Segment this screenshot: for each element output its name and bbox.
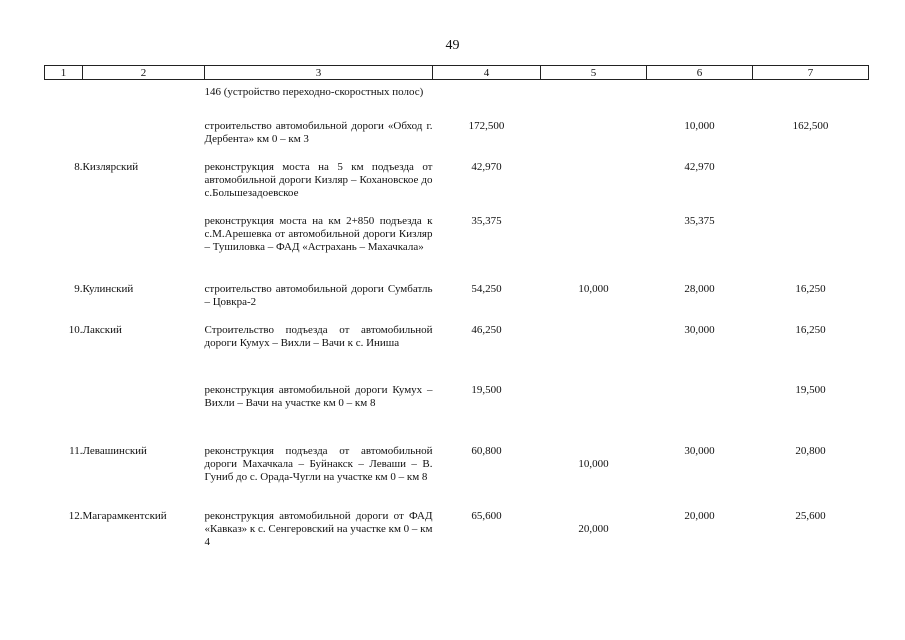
value-col-4: 35,375 <box>471 214 502 227</box>
project-description: реконструкция автомобильной дороги от ФАД «Кавказ» к с. Сенгеровский на участке км 0 – км 4 <box>204 509 433 548</box>
page-number: 49 <box>445 38 460 53</box>
column-header-5: 5 <box>541 66 647 80</box>
value-col-6: 30,000 <box>684 444 715 457</box>
project-description: реконструкция автомобильной дороги Кумух – Вихли – Вачи на участке км 0 – км 8 <box>204 383 433 409</box>
project-description: 146 (устройство переходно-скоростных полос) <box>204 86 424 98</box>
column-header-6: 6 <box>647 66 753 80</box>
row-number: 9. <box>74 282 83 295</box>
row-number: 12. <box>68 509 83 522</box>
table-row <box>45 283 869 324</box>
row-number: 8. <box>74 160 83 173</box>
value-col-5 <box>541 384 647 445</box>
district-name: Магарамкентский <box>82 509 167 522</box>
project-description: строительство автомобильной дороги «Обход г. Дербента» км 0 – км 3 <box>204 119 433 145</box>
value-col-6: 20,000 <box>684 509 715 522</box>
table-row <box>45 120 869 161</box>
district-name <box>83 215 205 283</box>
value-col-6 <box>647 80 753 120</box>
value-col-4: 54,250 <box>471 282 502 295</box>
district-name: Левашинский <box>82 444 147 457</box>
row-number <box>45 215 83 283</box>
column-header-2: 2 <box>83 66 205 80</box>
column-header-4: 4 <box>433 66 541 80</box>
value-col-5 <box>541 161 647 215</box>
value-col-7: 16,250 <box>795 323 826 336</box>
column-header-7: 7 <box>753 66 869 80</box>
budget-table <box>44 65 869 558</box>
value-col-4: 60,800 <box>471 444 502 457</box>
value-col-6: 30,000 <box>684 323 715 336</box>
value-col-6: 42,970 <box>684 160 715 173</box>
project-description: реконструкция подъезда от автомобильной дороги Махачкала – Буйнакск – Леваши – В. Гуниб до с. Орада-Чугли на участке км 0 – км 8 <box>204 444 433 483</box>
value-col-4: 65,600 <box>471 509 502 522</box>
project-description: Строительство подъезда от автомобильной дороги Кумух – Вихли – Вачи к с. Иниша <box>204 323 433 349</box>
value-col-5: 10,000 <box>578 282 609 295</box>
table-row <box>45 161 869 215</box>
value-col-7: 162,500 <box>792 119 829 132</box>
table-row <box>45 445 869 510</box>
value-col-4: 19,500 <box>471 383 502 396</box>
value-col-7: 20,800 <box>795 444 826 457</box>
value-col-7 <box>753 161 869 215</box>
value-col-7 <box>753 215 869 283</box>
value-col-5 <box>541 80 647 120</box>
project-description: строительство автомобильной дороги Сумбатль – Цовкра-2 <box>204 282 433 308</box>
value-col-5 <box>541 120 647 161</box>
row-number: 11. <box>69 444 83 457</box>
row-number <box>45 80 83 120</box>
value-col-4 <box>433 80 541 120</box>
value-col-7 <box>753 80 869 120</box>
district-name: Лакский <box>82 323 122 336</box>
table-row <box>45 80 869 120</box>
value-col-7: 25,600 <box>795 509 826 522</box>
value-col-6 <box>647 384 753 445</box>
district-name <box>83 80 205 120</box>
district-name: Кулинский <box>82 282 134 295</box>
value-col-6: 10,000 <box>684 119 715 132</box>
value-col-6: 28,000 <box>684 282 715 295</box>
value-col-5 <box>541 215 647 283</box>
table-row <box>45 384 869 445</box>
column-number-header-row <box>45 66 869 80</box>
value-col-5: 10,000 <box>578 457 609 470</box>
district-name <box>83 384 205 445</box>
value-col-4: 172,500 <box>468 119 505 132</box>
project-description: реконструкция моста на 5 км подъезда от автомобильной дороги Кизляр – Кохановское до с.Большезадоевское <box>204 160 433 199</box>
value-col-7: 16,250 <box>795 282 826 295</box>
project-description: реконструкция моста на км 2+850 подъезда к с.М.Арешевка от автомобильной дороги Кизляр – Тушиловка – ФАД «Астрахань – Махачкала» <box>204 214 433 253</box>
value-col-5: 20,000 <box>578 522 609 535</box>
value-col-7: 19,500 <box>795 383 826 396</box>
district-name: Кизлярский <box>82 160 139 173</box>
value-col-4: 46,250 <box>471 323 502 336</box>
value-col-6: 35,375 <box>684 214 715 227</box>
value-col-5 <box>541 324 647 384</box>
row-number <box>45 384 83 445</box>
table-row <box>45 215 869 283</box>
row-number <box>45 120 83 161</box>
district-name <box>83 120 205 161</box>
column-header-3: 3 <box>205 66 433 80</box>
value-col-4: 42,970 <box>471 160 502 173</box>
row-number: 10. <box>68 323 83 336</box>
table-row <box>45 324 869 384</box>
column-header-1: 1 <box>45 66 83 80</box>
table-row <box>45 510 869 558</box>
